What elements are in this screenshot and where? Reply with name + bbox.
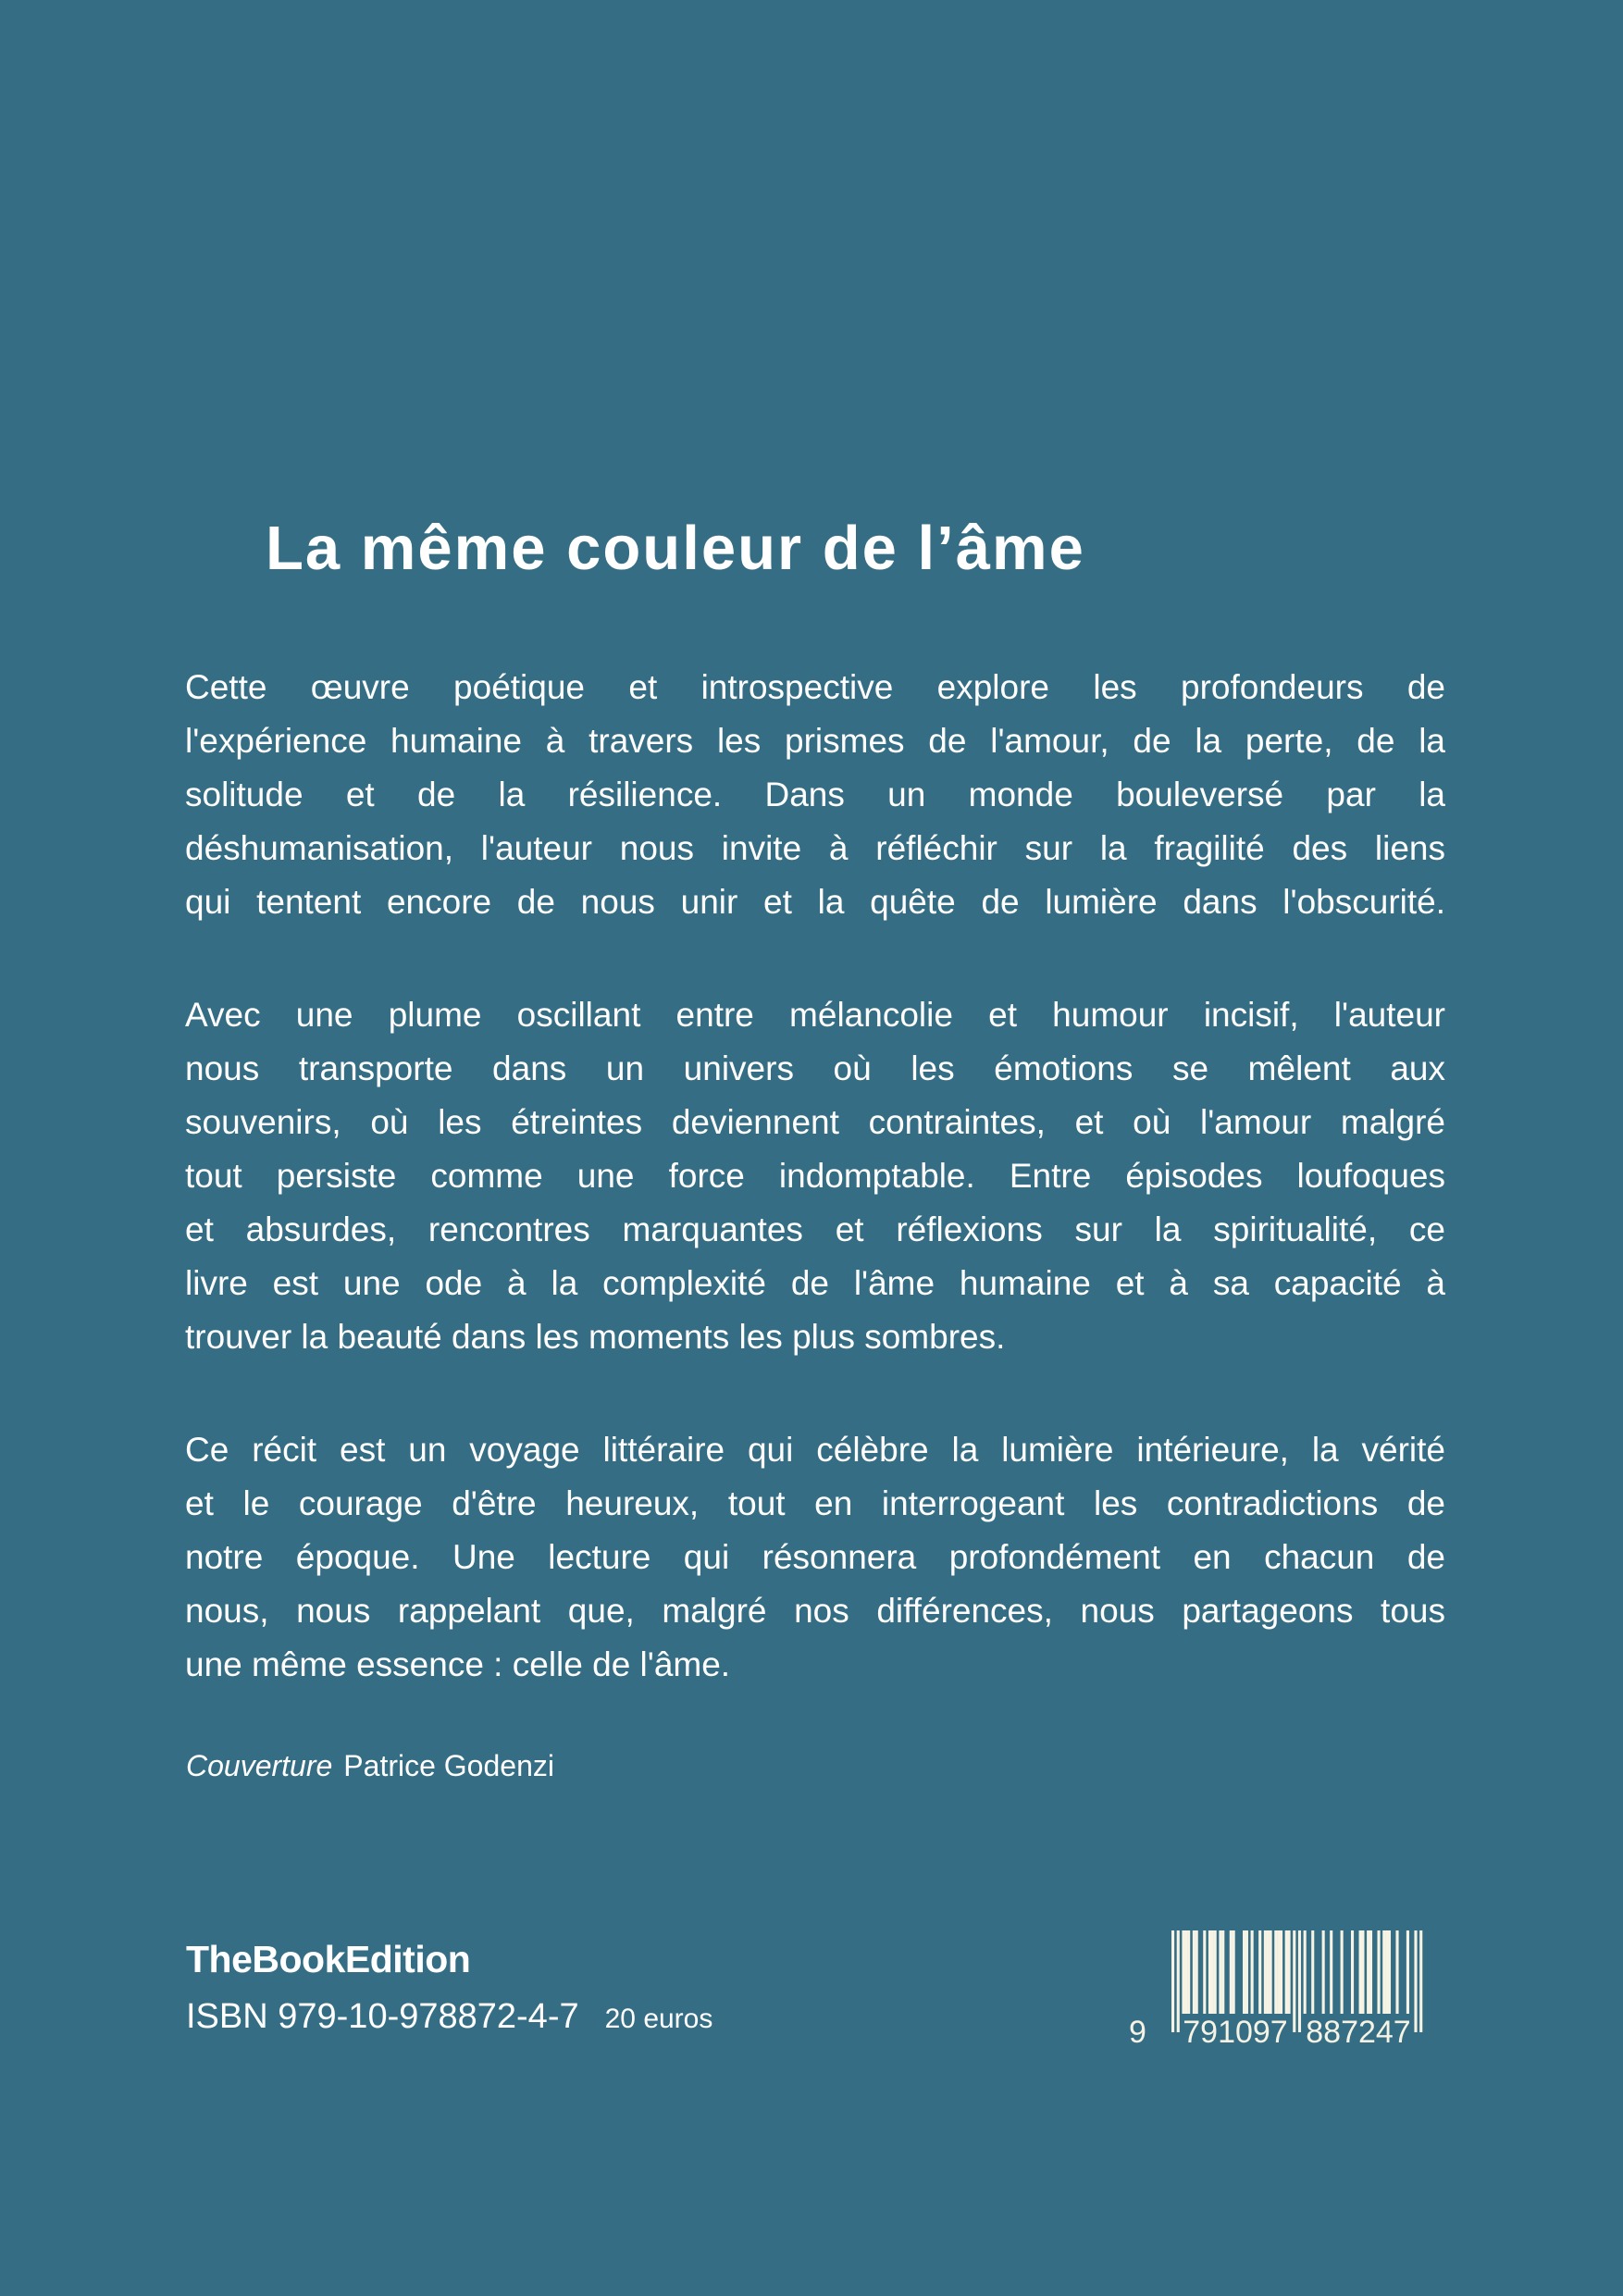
synopsis-line: Ce récit est un voyage littéraire qui célèbre la lumière intérieure, la vérité — [185, 1431, 1445, 1469]
synopsis-line: Cette œuvre poétique et introspective explore les profondeurs de — [185, 668, 1445, 706]
synopsis-line: Avec une plume oscillant entre mélancolie et humour incisif, l'auteur — [185, 996, 1445, 1034]
isbn-row — [186, 1997, 712, 2037]
cover-credit-role: Couverture — [186, 1749, 333, 1782]
synopsis-paragraph — [185, 661, 1445, 929]
synopsis-line: déshumanisation, l'auteur nous invite à réfléchir sur la fragilité des liens — [185, 829, 1445, 867]
cover-credit — [186, 1747, 554, 1786]
cover-credit-name: Patrice Godenzi — [343, 1749, 554, 1782]
synopsis-line: solitude et de la résilience. Dans un monde bouleversé par la — [185, 776, 1445, 813]
synopsis-line: trouver la beauté dans les moments les plus sombres. — [185, 1318, 1006, 1356]
synopsis-line: et absurdes, rencontres marquantes et réflexions sur la spiritualité, ce — [185, 1210, 1445, 1248]
barcode-leading-digit: 9 — [1129, 2015, 1146, 2050]
synopsis-line: l'expérience humaine à travers les prismes de l'amour, de la perte, de la — [185, 722, 1445, 760]
synopsis-paragraph — [185, 988, 1445, 1364]
barcode — [1129, 1930, 1422, 2051]
synopsis — [185, 661, 1445, 1692]
synopsis-line: nous transporte dans un univers où les émotions se mêlent aux — [185, 1049, 1445, 1087]
synopsis-paragraph — [185, 1423, 1445, 1692]
synopsis-line: tout persiste comme une force indomptable. Entre épisodes loufoques — [185, 1157, 1445, 1195]
barcode-digits-group2: 887247 — [1306, 2015, 1411, 2050]
synopsis-line: nous, nous rappelant que, malgré nos différences, nous partageons tous — [185, 1592, 1445, 1630]
synopsis-line: qui tentent encore de nous unir et la quête de lumière dans l'obscurité. — [185, 883, 1445, 921]
synopsis-line: souvenirs, où les étreintes deviennent contraintes, et où l'amour malgré — [185, 1103, 1445, 1141]
price-text: 20 euros — [604, 2004, 713, 2034]
synopsis-line: une même essence : celle de l'âme. — [185, 1645, 731, 1683]
synopsis-line: notre époque. Une lecture qui résonnera profondément en chacun de — [185, 1538, 1445, 1576]
synopsis-line: livre est une ode à la complexité de l'âme humaine et à sa capacité à — [185, 1264, 1445, 1302]
book-title: La même couleur de l’âme — [266, 514, 1085, 583]
isbn-text: ISBN 979-10-978872-4-7 — [186, 1997, 579, 2036]
synopsis-line: et le courage d'être heureux, tout en interrogeant les contradictions de — [185, 1484, 1445, 1522]
barcode-digits-group1: 791097 — [1183, 2015, 1288, 2050]
publisher-logo: TheBookEdition — [186, 1938, 471, 1980]
